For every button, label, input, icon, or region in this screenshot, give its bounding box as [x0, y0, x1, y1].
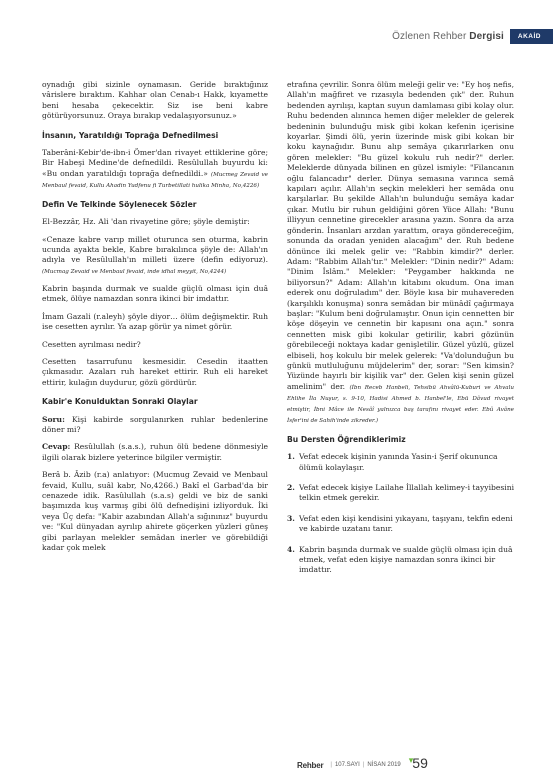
question-paragraph: Soru: Kişi kabirde sorgulanırken ruhlar bedenlerine döner mi?: [42, 414, 268, 434]
citation: (Mucmag Zevaid ve Menbaul fevaid, inde idhal meyyit, No,4244): [42, 268, 227, 275]
paragraph: oynadığı gibi sizinle oynamasın. Geride bıraktığınız vârislere bıraktım. Kahhar olan Cenab-ı Hakk, kıyamette beni hesaba çekecektir. Siz ise beni kabre götürüyorsunuz. Oraya bırakıp vedalaşıyorsunuz.»: [42, 80, 268, 121]
paragraph: Cesetten tasarrufunu kesmesidir. Cesedin itaatten çıkmasıdır. Azaları ruh hareket ettirir. Ruh eli hareket ettirir, kulağın duydurur, gözü gördürür.: [42, 356, 268, 387]
footer-brand-logo: Rehber: [297, 760, 324, 770]
citation: (Mucmeg Zevaid ve Menbaul fevaid, Kullu Ahadin Yudfenu fi Turbetillati hulika Minha, No,4226): [42, 171, 268, 189]
paragraph: Taberâni-Kebir'de-ibn-i Ömer'dan rivayet ettiklerine göre; Bir Habeşi Medine'de defnedildi. Resûlullah buyurdu ki: «Bu ondan yaratıldığı toprağa defnedildi.» (Mucmeg Zevaid ve Menbaul fevaid, Kullu Ahadin Yudfenu fi Turbetillati hulika Minha, No,4226): [42, 148, 268, 189]
list-item: 1. Vefat edecek kişinin yanında Yasin-i Şerif okununca ölümü kolaylaşır.: [287, 452, 498, 472]
section-heading: İnsanın, Yaratıldığı Toprağa Defnedilmesi: [42, 130, 219, 140]
list-item: 3. Vefat eden kişi kendisini yıkayanı, taşıyanı, tekfin edeni ve kabirde uzatanı tanır.: [287, 513, 513, 534]
paragraph: Berâ b. Âzib (r.a) anlatıyor: (Mucmug Zevaid ve Menbaul fevaid, Kullu, suâl kabr, No,4266.) Bakî el Garbad'da bir cenazede idik. Rasûlullah (s.a.s) geldi ve biz de sanki başımızda kuş varmış gibi ölü defnedişini izliyorduk. İki veya Üç defa: "Kabir azabından Allah'a sığınınız" buyurdu ve: "Kul dünyadan ayrılıp ahirete göçerken yüzleri güneş gibi parlayan melekler semâdan inerler ve görebildiği kadar çok melek: [42, 470, 268, 552]
section-heading: Defin Ve Telkinde Söylenecek Sözler: [42, 199, 197, 209]
paragraph: El-Bezzâr, Hz. Ali 'dan rivayetine göre; şöyle demiştir:: [42, 217, 250, 227]
paragraph: İmam Gazali (r.aleyh) şöyle diyor… ölüm değişmektir. Ruh ise cesetten ayrılır. Ya azap görür ya nimet görür.: [42, 311, 268, 332]
section-heading: Kabir'e Konulduktan Sonraki Olaylar: [42, 397, 198, 407]
lessons-list: [287, 452, 514, 576]
page-footer: Rehber | 107.SAYI | NİSAN 2019 ▾59: [297, 755, 428, 771]
section-heading: Bu Dersten Öğrendiklerimiz: [287, 434, 406, 444]
issue-number: 107.SAYI: [334, 762, 360, 768]
answer-paragraph: Cevap: Resûlullah (s.a.s.), ruhun ölü bedene dönmesiyle ilgili olarak bizlere yeterince bilgiler vermiştir.: [42, 442, 268, 462]
right-column: [287, 80, 514, 586]
page-header: [392, 29, 553, 43]
section-badge: AKAİD: [510, 29, 553, 44]
paragraph: Kabrin başında durmak ve sualde güçlü olması için duâ etmek, ölüye namazdan sonra ikinci bir imdattır.: [42, 283, 268, 304]
page-mark-icon: ▾: [408, 755, 414, 765]
list-item: 4. Kabrin başında durmak ve sualde güçlü olması için duâ etmek, vefat eden kişiye namazdan sonra ikinci bir imdattır.: [287, 544, 513, 575]
page-number: ▾59: [408, 755, 428, 771]
list-item: 2. Vefat edecek kişiye Lailahe İllallah kelimey-i tayyibesini telkin etmek gerekir.: [287, 483, 515, 503]
paragraph: etrafına çevrilir. Sonra ölüm meleği gelir ve: "Ey hoş nefis, Allah'ın mağfiret ve rızasıyla bedenden çık" der. Ruhun bedenden ayrılışı, kaptan suyun damlaması gibi kolay olur. Ruhu bedenden alınınca hemen diğer melekler de gelerek bedeninin bulunduğu misk gibi kokan kefenin içerisine koyarlar. Şimdi ölü, yerin üzerinde misk gibi kokan bir koku kaynağıdır. Bunu alıp semâya çıkarırlarken onu gören melekler: "Bu güzel kokulu ruh nedir?" derler. Meleklerde dünyada bilinen en güzel ismiyle: "Filancanın oğlu falancadır" derler. Dünya semasına varınca semâ kapıları açılır. Allah'ın seçkin melekleri her semâda onu karşılarlar. Bu şekilde Allah'ın bulunduğu semâya kadar çıkar. Mutlu bir ruhun geldiğini gören Yüce Allah: "Bunu illiyyun cennetine girecekler arasına yazın. Sonra da arza gönderin. İnsanları arzdan yarattım, oraya göndereceğim, sonunda da oradan yeniden alacağım" der. Ruh bedene dönünce iki melek gelir ve: "Rabbin kimdir?" derler. Adam: "Rabbim Allah'tır." Melekler: "Dinin nedir?" Adam: "Dinim İslâm." Melekler: "Peygamber hakkında ne biliyorsun?" Adam: Allah'ın kitabını okudum. Ona iman ederek onu doğruladım" der. Böyle kısa bir muhavereden (karşılıklı konuşma) sonra semâdan bir münâdî çağırmaya başlar: "Kulum beni doğrulamıştır. Onun için cennetten bir köşe döşeyin ve cennetin bir kapısını ona açın." sonra cennetten misk gibi kokular getirilir, kabri gözünün görebileceği noktaya kadar genişletilir. Güzel yüzlü, güzel elbiseli, hoş kokulu bir melek gelerek: "Va'dolunduğun bu günkü mutluluğunu müjdelerim" der, sorar: "Sen kimsin? Yüzünde hayırlı bir kişilik var" der. Gelen kişi senin güzel amelinim" der. (İbn Receb Hanbeli, Tehsibü Ahvâlü-Kuburi ve Ahvalu Ehlihe İla Nuşur, s. 9-10, Hadisi Ahmed b. Hanbel'le, Ebü Dâvud rivayet etmiştir, İbni Mâce ile Nesâî yalnızca baş tarafını rivayet eder. Ebû Avâne İsfer'ini de Sahih'inde zikreder.): [287, 80, 514, 424]
issue-date: NİSAN 2019: [367, 762, 401, 768]
citation: (İbn Receb Hanbeli, Tehsibü Ahvâlü-Kuburi ve Ahvalu Ehlihe İla Nuşur, s. 9-10, Hadisi Ahmed b. Hanbel'le, Ebü Dâvud rivayet etmiştir, İbni Mâce ile Nesâî yalnızca baş tarafını rivayet eder. Ebû Avâne İsfer'ini de Sahih'inde zikreder.): [287, 384, 514, 424]
left-column: [42, 80, 268, 560]
paragraph: «Cenaze kabre varıp millet oturunca sen oturma, kabrin ucunda ayakta bekle, Kabre bırakılınca şöyle de: Allah'ın adıyla ve Resûlullah'ın milleti üzere (defin ediyoruz). (Mucmag Zevaid ve Menbaul fevaid, inde idhal meyyit, No,4244): [42, 234, 268, 275]
magazine-title: Özlenen Rehber Dergisi: [392, 30, 504, 42]
paragraph: Cesetten ayrılması nedir?: [42, 339, 141, 349]
